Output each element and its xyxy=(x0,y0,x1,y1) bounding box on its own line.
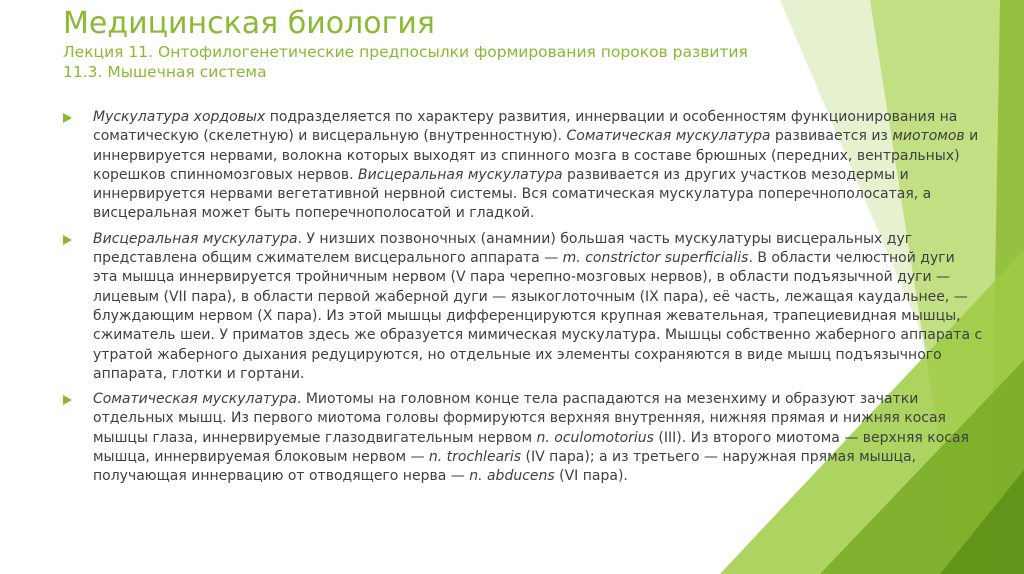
bullet-text xyxy=(93,390,983,486)
italic-term: Мускулатура хордовых xyxy=(93,109,266,125)
bullet-text xyxy=(93,108,983,224)
italic-term: миотомов xyxy=(892,128,965,145)
italic-term: n. trochlearis xyxy=(428,449,522,466)
bullet-item-3 xyxy=(63,390,983,486)
text-run: . Миотомы на головном конце тела распадаются на мезенхиму и образуют зачатки отдельных мышц. Из первого миотома головы формируются верхняя внутренняя, нижняя прямая и нижняя косая мышцы глаза, иннервируемые глазодвигательным нервом xyxy=(93,391,946,446)
bullet-arrow-icon xyxy=(63,113,72,123)
slide-body xyxy=(63,108,983,493)
bullet-item-2 xyxy=(63,230,983,384)
italic-term: Висцеральная мускулатура xyxy=(93,230,298,247)
italic-term: n. oculomotorius xyxy=(536,429,654,446)
text-run: и иннервируется нервами, волокна которых выходят из спинного мозга в составе брюшных (передних, вентральных) корешков спинномозговых нервов. xyxy=(93,128,979,183)
bullet-text xyxy=(93,230,983,384)
slide-header xyxy=(63,6,823,82)
italic-term: n. abducens xyxy=(469,468,555,485)
italic-term: m. constrictor superficialis xyxy=(562,250,749,267)
bullet-arrow-icon xyxy=(63,395,72,405)
bullet-arrow-icon xyxy=(63,235,72,245)
italic-term: Соматическая мускулатура xyxy=(566,128,771,145)
italic-term: Висцеральная мускулатура xyxy=(358,166,563,183)
slide-subtitle-line-1: Лекция 11. Онтофилогенетические предпосылки формирования пороков развития xyxy=(63,43,748,61)
text-run: развивается из xyxy=(770,128,893,145)
slide-title: Медицинская биология xyxy=(63,6,435,41)
text-run: подразделяется по характеру развития, иннервации и особенностям функционирования на соматическую (скелетную) и висцеральную (внутренностную). xyxy=(93,109,958,145)
text-run: . У низших позвоночных (анамнии) большая часть мускулатуры висцеральных дуг представлена общим сжимателем висцерального аппарата — xyxy=(93,230,913,267)
text-run: (IV пара); а из третьего — наружная прямая мышца, получающая иннервацию от отводящего нерва — xyxy=(93,449,917,485)
text-run: (VI пара). xyxy=(554,468,628,485)
text-run: развивается из других участков мезодермы и иннервируется нервами вегетативной нервной системы. Вся соматическая мускулатура поперечнополосатая, а висцеральная может быть поперечнополосатой и гладкой. xyxy=(93,166,932,222)
italic-term: Соматическая мускулатура xyxy=(93,391,297,408)
text-run: (III). Из второго миотома — верхняя косая мышца, иннервируемая блоковым нервом — xyxy=(93,429,969,466)
slide-subtitle-line-2: 11.3. Мышечная система xyxy=(63,63,267,81)
bullet-item-1 xyxy=(63,108,983,224)
text-run: . В области челюстной дуги эта мышца иннервируется тройничным нервом (V пара черепно-мозговых нервов), в области подъязычной дуги — лицевым (VII пара), в области первой жаберной дуги — языкоглоточным (IX пара), её часть, лежащая каудальнее, — блуждающим нервом (X пара). Из этой мышцы дифференцируются крупная жевательная, трапециевидная мышцы, сжиматель шеи. У приматов здесь же образуется мимическая мускулатура. Мышцы собственно жаберного аппарата с утратой жаберного дыхания редуцируются, но отдельные их элементы сохраняются в виде мышц подъязычного аппарата, глотки и гортани. xyxy=(93,250,983,382)
